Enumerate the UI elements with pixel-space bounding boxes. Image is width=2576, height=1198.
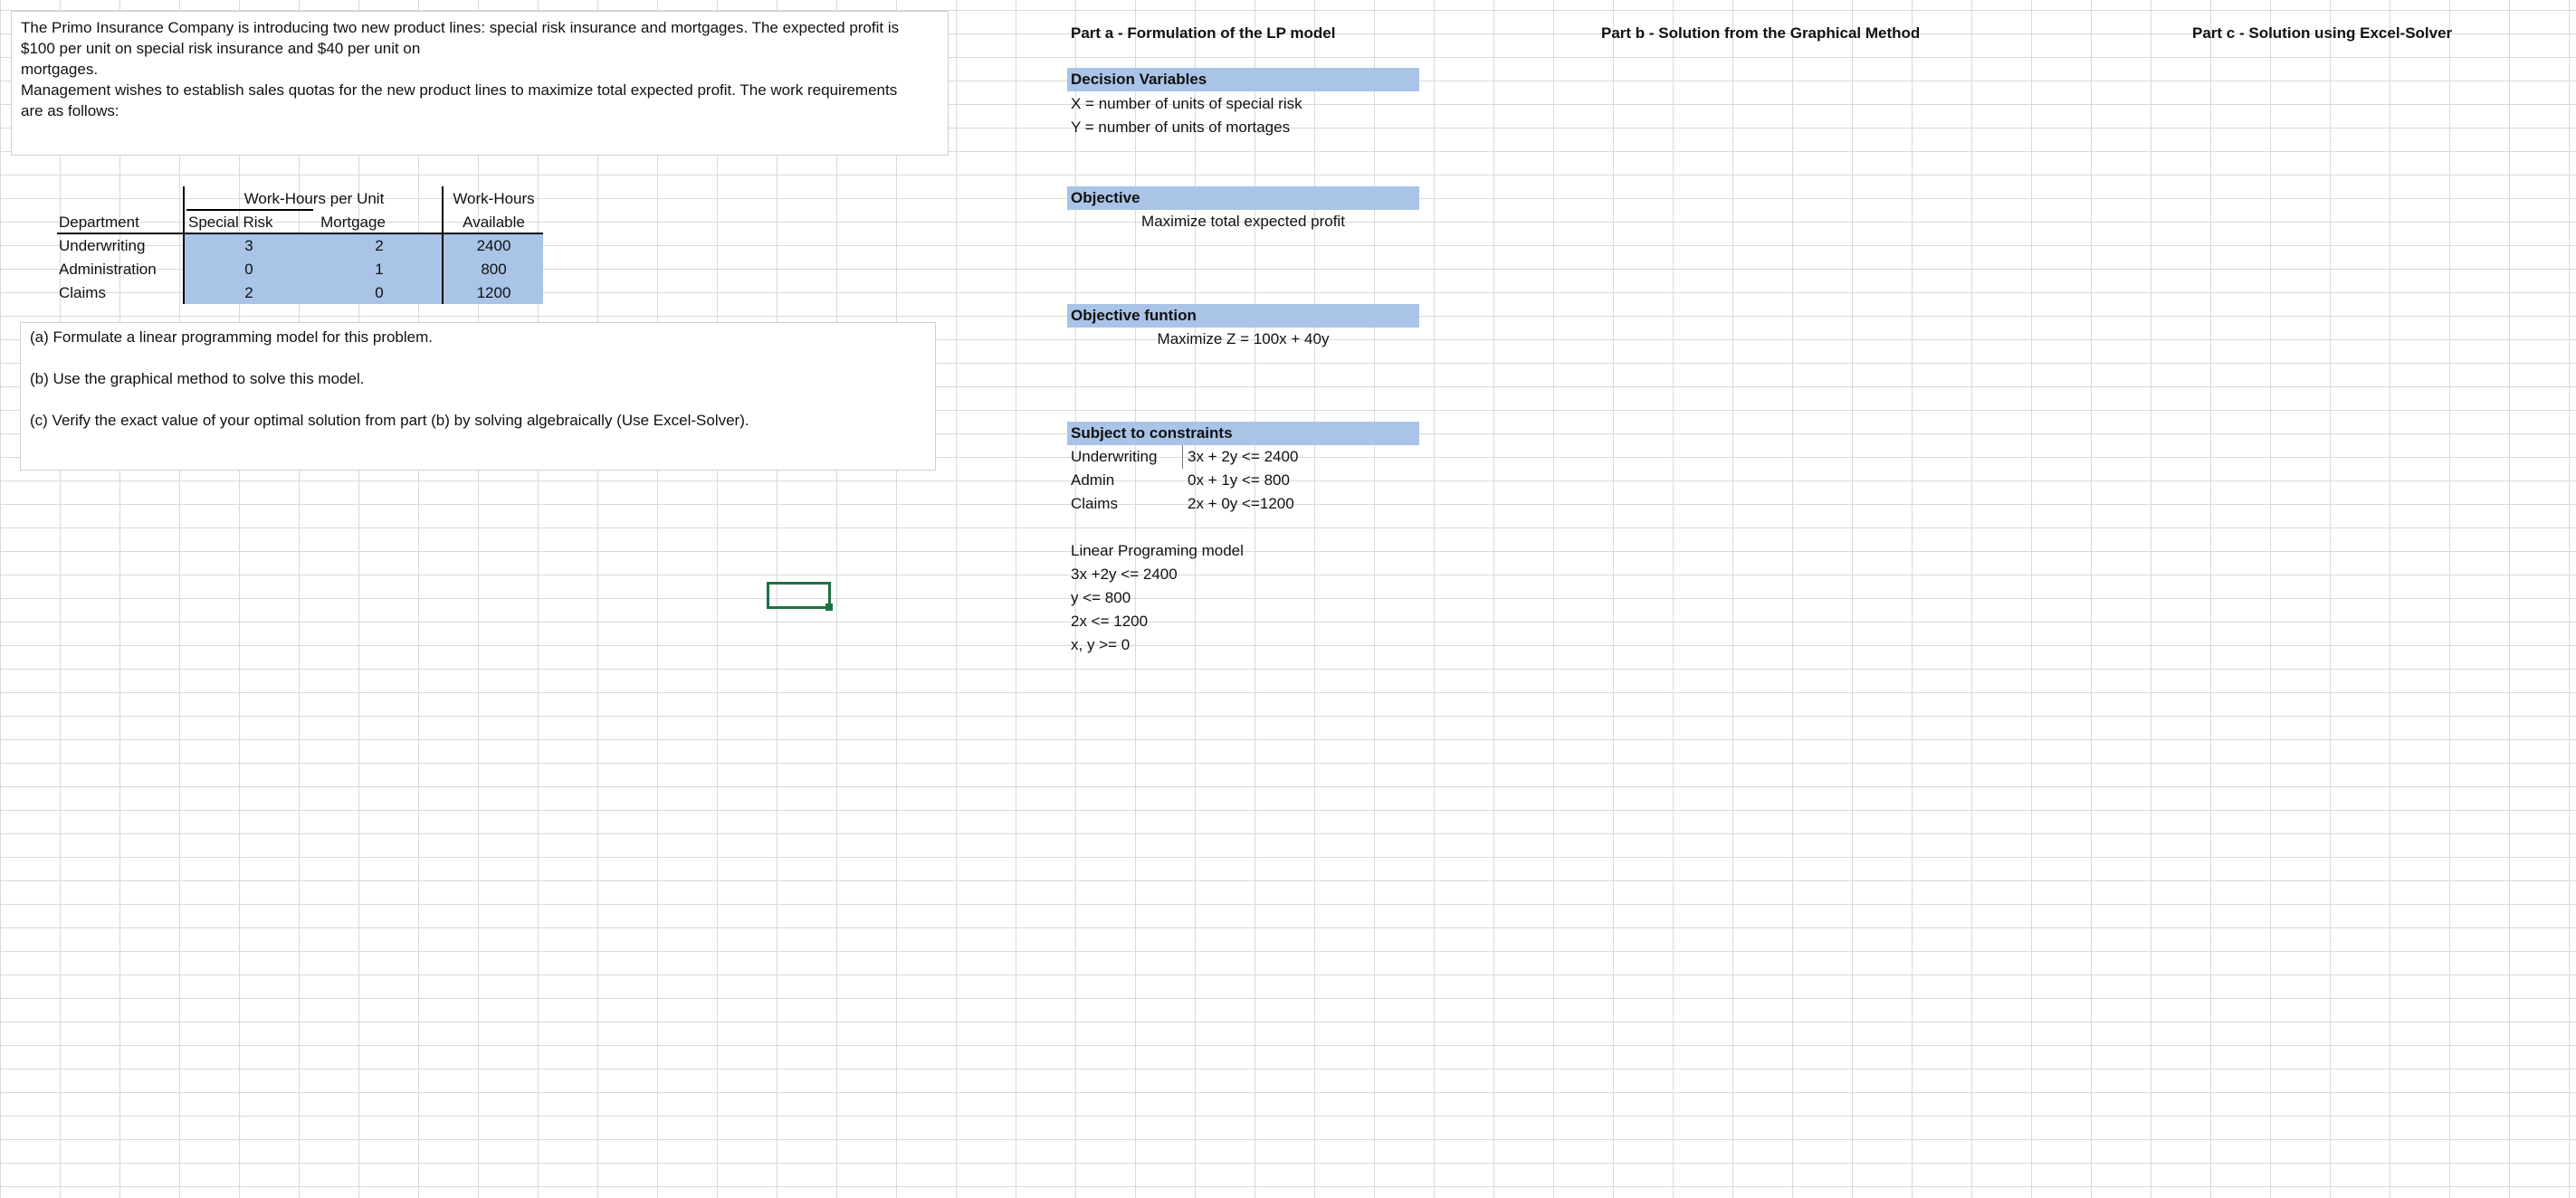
problem-line: are as follows:: [21, 102, 119, 119]
part-c-title: Part c - Solution using Excel-Solver: [2192, 24, 2453, 42]
part-a-title: Part a - Formulation of the LP model: [1071, 24, 1336, 42]
table-cell: 2: [244, 284, 253, 301]
lp-model-line: y <= 800: [1071, 589, 1131, 606]
constraint-name: Underwriting: [1071, 448, 1158, 465]
table-cell: 3: [244, 237, 253, 254]
question-item: (a) Formulate a linear programming model for this problem.: [30, 328, 434, 346]
problem-line: mortgages.: [21, 61, 99, 78]
objective-function-header: Objective funtion: [1067, 304, 1419, 328]
table-border: [57, 233, 543, 234]
decision-variables-header: Decision Variables: [1067, 68, 1419, 91]
table-border: [442, 186, 444, 304]
table-cell: 1: [375, 261, 384, 278]
table-cell: 800: [481, 261, 507, 278]
lp-model-title: Linear Programing model: [1071, 542, 1244, 559]
lp-model-line: 2x <= 1200: [1071, 613, 1149, 630]
table-hours-header: Work-Hours: [453, 190, 535, 207]
decision-variable-line: Y = number of units of mortages: [1071, 119, 1291, 136]
questions-textbox[interactable]: [20, 322, 936, 471]
decision-variable-line: X = number of units of special risk: [1071, 95, 1302, 112]
question-item: (b) Use the graphical method to solve this model.: [30, 370, 365, 387]
table-cell: 0: [375, 284, 384, 301]
constraint-expr: 2x + 0y <=1200: [1188, 495, 1294, 512]
constraints-header: Subject to constraints: [1067, 422, 1419, 445]
table-cell: 2400: [476, 237, 511, 254]
constraint-divider: [1182, 445, 1183, 469]
objective-text: Maximize total expected profit: [1141, 213, 1345, 230]
objective-header: Objective: [1067, 186, 1419, 210]
objective-function-text: Maximize Z = 100x + 40y: [1157, 330, 1330, 347]
constraint-name: Claims: [1071, 495, 1118, 512]
question-item: (c) Verify the exact value of your optimal solution from part (b) by solving algebraically (Use Excel-Solver).: [30, 412, 749, 429]
lp-model-line: 3x +2y <= 2400: [1071, 566, 1178, 583]
table-col-department: Department: [59, 214, 139, 231]
constraint-name: Admin: [1071, 471, 1115, 489]
selected-cell[interactable]: [767, 582, 831, 609]
table-row-dept: Claims: [59, 284, 106, 301]
fill-handle[interactable]: [825, 604, 833, 611]
table-row-dept: Underwriting: [59, 237, 146, 254]
problem-line: $100 per unit on special risk insurance and $40 per unit on: [21, 40, 421, 57]
table-border: [183, 186, 185, 304]
constraint-expr: 0x + 1y <= 800: [1188, 471, 1290, 489]
table-hours-header: Available: [463, 214, 525, 231]
table-cell: 0: [244, 261, 253, 278]
part-b-title: Part b - Solution from the Graphical Method: [1601, 24, 1921, 42]
table-row-dept: Administration: [59, 261, 157, 278]
problem-line: The Primo Insurance Company is introducing two new product lines: special risk insurance and mortgages. The expected profit is: [21, 19, 900, 36]
table-cell: 2: [375, 237, 384, 254]
table-group-header: Work-Hours per Unit: [243, 190, 385, 207]
table-col-mortgage: Mortgage: [320, 214, 386, 231]
problem-line: Management wishes to establish sales quotas for the new product lines to maximize total expected profit. The work requirements: [21, 81, 898, 99]
table-cell: 1200: [476, 284, 511, 301]
table-col-special-risk: Special Risk: [188, 214, 273, 231]
lp-model-line: x, y >= 0: [1071, 636, 1131, 653]
table-border: [186, 209, 313, 211]
constraint-expr: 3x + 2y <= 2400: [1188, 448, 1299, 465]
problem-textbox[interactable]: [11, 11, 949, 156]
